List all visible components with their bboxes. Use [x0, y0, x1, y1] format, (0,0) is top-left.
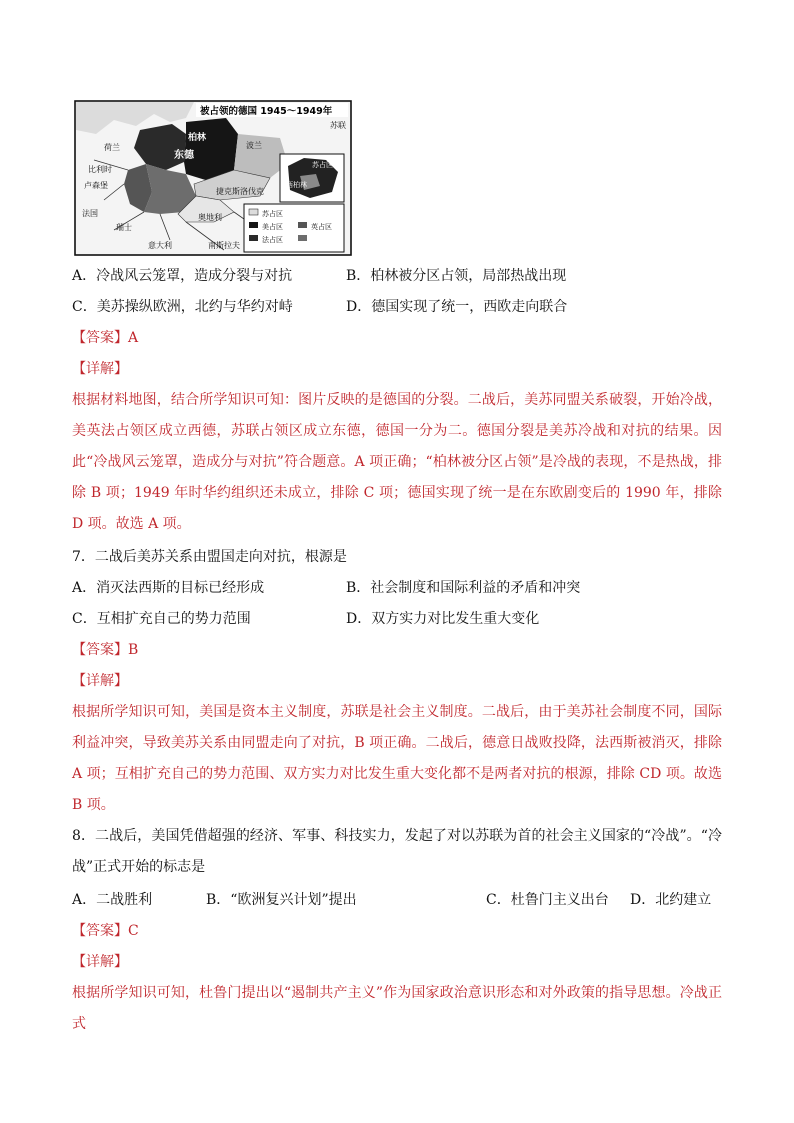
label-italy: 意大利 — [148, 241, 172, 250]
q6-detail-tag: 【详解】 — [72, 361, 128, 377]
q6-option-d: D．德国实现了统一，西欧走向联合 — [346, 299, 568, 315]
answer-value: C — [128, 923, 139, 939]
answer-value: A — [128, 330, 139, 346]
label-switzerland: 瑞士 — [116, 223, 132, 232]
q8-option-d: D．北约建立 — [630, 892, 712, 908]
legend-item-4: 法占区 — [262, 236, 283, 244]
q7-detail-tag: 【详解】 — [72, 673, 128, 689]
label-czechoslovakia: 捷克斯洛伐克 — [216, 187, 264, 196]
label-belgium: 比利时 — [88, 165, 112, 174]
q6-explanation: 根据材料地图，结合所学知识可知：图片反映的是德国的分裂。二战后，美苏同盟关系破裂，开始冷战，美英法占领区成立西德，苏联占领区成立东德，德国一分为二。德国分裂是美苏冷战和对抗的结果。因此“冷战风云笼罩，造成分与对抗”符合题意。A 项正确；“柏林被分区占领”是冷战的表现，不是热战，排除 B 项；1949 年时华约组织还未成立，排除 C 项；德国实现了统一是在东欧剧变后的 1990 年，排除 D 项。故选 A 项。 — [72, 392, 722, 532]
label-yugoslavia: 南斯拉夫 — [208, 241, 240, 250]
label-netherlands: 荷兰 — [104, 143, 120, 152]
q8-detail-tag: 【详解】 — [72, 954, 128, 970]
q8-answer — [72, 921, 139, 941]
answer-tag: 【答案】 — [72, 642, 128, 658]
q7-stem: 7．二战后美苏关系由盟国走向对抗，根源是 — [72, 549, 347, 565]
label-austria: 奥地利 — [198, 213, 222, 222]
q8-option-a: A．二战胜利 — [72, 892, 153, 908]
q7-option-a: A．消灭法西斯的目标已经形成 — [72, 580, 265, 596]
answer-tag: 【答案】 — [72, 330, 128, 346]
label-inset-west: 西柏林 — [286, 181, 307, 189]
q7-explanation: 根据所学知识可知，美国是资本主义制度，苏联是社会主义制度。二战后，由于美苏社会制度不同，国际利益冲突，导致美苏关系由同盟走向了对抗，B 项正确。二战后，德意日战败投降，法西斯被消灭，排除 A 项；互相扩充自己的势力范围、双方实力对比发生重大变化都不是两者对抗的根源，排除 CD 项。故选 B 项。 — [72, 704, 722, 813]
q6-option-c: C．美苏操纵欧洲，北约与华约对峙 — [72, 299, 293, 315]
legend-item-3: 英占区 — [311, 223, 332, 231]
q7-option-b: B．社会制度和国际利益的矛盾和冲突 — [346, 580, 581, 596]
map-title: 被占领的德国 1945～1949年 — [200, 106, 333, 117]
label-poland: 波兰 — [246, 141, 262, 150]
label-east-germany: 东德 — [174, 150, 194, 161]
label-soviet-union: 苏联 — [330, 121, 346, 130]
q8-stem: 8．二战后，美国凭借超强的经济、军事、科技实力，发起了对以苏联为首的社会主义国家的“冷战”。“冷战”正式开始的标志是 — [72, 828, 722, 875]
occupied-germany-map — [74, 100, 352, 256]
q6-option-a: A．冷战风云笼罩，造成分裂与对抗 — [72, 268, 293, 284]
q8-option-c: C．杜鲁门主义出台 — [486, 892, 609, 908]
q7-answer — [72, 640, 138, 660]
q6-option-b: B．柏林被分区占领，局部热战出现 — [346, 268, 567, 284]
q7-option-c: C．互相扩充自己的势力范围 — [72, 611, 251, 627]
q8-option-b: B．“欧洲复兴计划”提出 — [206, 892, 357, 908]
label-berlin: 柏林 — [188, 133, 207, 143]
q6-answer — [72, 328, 138, 348]
label-inset-soviet: 苏占区 — [312, 161, 333, 169]
legend-item-1: 苏占区 — [262, 210, 283, 218]
answer-value: B — [128, 642, 139, 658]
legend-item-2: 美占区 — [262, 223, 283, 231]
q8-explanation: 根据所学知识可知，杜鲁门提出以“遏制共产主义”作为国家政治意识形态和对外政策的指导思想。冷战正式 — [72, 985, 722, 1032]
answer-tag: 【答案】 — [72, 923, 128, 939]
q7-option-d: D．双方实力对比发生重大变化 — [346, 611, 540, 627]
label-france: 法国 — [82, 209, 98, 218]
label-luxembourg: 卢森堡 — [84, 181, 108, 190]
